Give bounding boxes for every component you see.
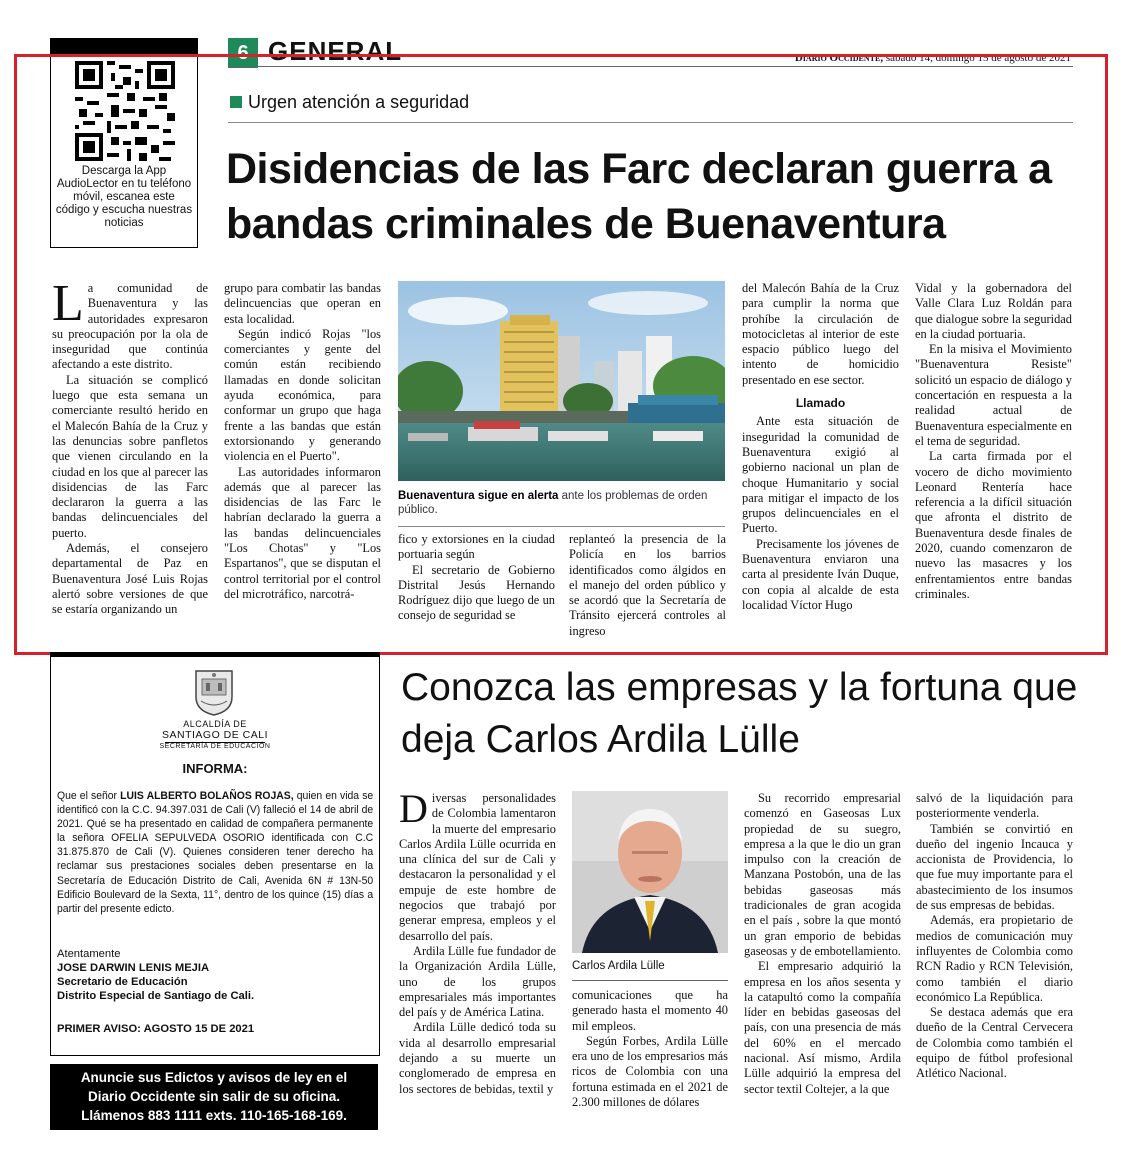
issue-date: sábado 14, domingo 15 de agosto de 2021 <box>883 52 1071 64</box>
article2-paragraph: Se destaca además que era dueño de la Central Cervecera de Colombia como también el equipo de fútbol profesional Atlético Nacional. <box>916 1005 1073 1081</box>
article2-column-2 <box>572 988 728 1110</box>
caption-rule <box>572 980 728 981</box>
article1-paragraph: grupo para combatir las bandas delincuencias que operan en esta localidad. <box>224 281 381 326</box>
caption-lead: Buenaventura sigue en alerta <box>398 490 559 502</box>
drop-cap: L <box>52 275 84 332</box>
article-subhead: Llamado <box>795 396 846 411</box>
article2-paragraph: Ardila Lülle fue fundador de la Organización Ardila Lülle, uno de los grupos empresariales más importantes del país y de América Latina. <box>399 943 556 1020</box>
article2-paragraph: Su recorrido empresarial comenzó en Gaseosas Lux propiedad de su suegro, empresa a la que le dio un gran impulso con la creación de Manzana Postobón, una de las bebidas gaseosas más tradicionales de gran acogida en el país , sobre la que montó un gran emporio de bebidas gaseosas y de embotellamiento. <box>744 791 901 958</box>
section-title: GENERAL <box>268 36 403 66</box>
article-headline: Disidencias de las Farc declaran guerra a bandas criminales de Buenaventura <box>226 145 1052 248</box>
notice-body-post: quien en vida se identificó con la C.C. 94.397.031 de Cali (V) falleció el 14 de abril de 2021. Qué se ha presentado en calidad de compañera permanente la señora OFELIA SEPULVEDA OSORIO identificada con C.C 31.875.870 de Cali (V). Quienes consideren tener derecho ha reclamar sus prestaciones sociales deben presentarse en la Secretaría de Educación Distrito de Cali, Avenida 6N # 13N-50 Edificio Boulevard de la Sexta, 11°, dentro de los quince (15) días a partir del presente edicto. <box>57 790 374 915</box>
article1-paragraph: del Malecón Bahía de la Cruz para cumplir la norma que prohíbe la circulación de motocicletas al interior de este espacio público luego del intento de homicidio presentado en ese sector. <box>742 281 899 387</box>
article2-paragraph: Según Forbes, Ardila Lülle era uno de los empresarios más ricos de Colombia con una fortuna estimada en el 2021 de 2.300 millones de dólares <box>572 1033 728 1110</box>
closing: Atentamente <box>57 948 121 960</box>
article1-paragraph: Además, el consejero departamental de Paz en Buenaventura José Luis Rojas alertó sobre versiones de que se estaría organizando un <box>52 541 208 617</box>
caption-text: ante los problemas de orden público. <box>398 490 708 516</box>
article1-paragraph: La situación se complicó luego que esta semana un comerciante resultó herido en el Malecón Bahía de la Cruz y las denuncias sobre panfletos que vienen circulando en la ciudad en los que al parecer las disidencias de las Farc declararon la guerra a las bandas delincuenciales del puerto. <box>52 372 208 540</box>
org-line-1: ALCALDÍA DE <box>183 719 247 729</box>
article1-paragraph: El secretario de Gobierno Distrital Jesús Hernando Rodríguez dijo que luego de un consejo de seguridad se <box>398 562 555 623</box>
page-number-badge: 6 <box>228 38 258 68</box>
newspaper-name: Diario Occidente, <box>794 52 884 64</box>
article2-column-3 <box>744 791 901 1097</box>
paragraph-text: a comunidad de Buenaventura y las autoridades expresaron su preocupación por la ola de inseguridad que continúa afectando a este distrito. <box>52 281 208 372</box>
cali-crest-icon <box>193 667 235 717</box>
article1-paragraph: Las autoridades informaron además que al parecer las disidencias de las Farc le habrían declarado la guerra a las bandas delincuenciales "Los Chotas" y "Los Espartanos", que se disputan el control territorial por el control del microtráfico, narcotrá- <box>224 464 381 601</box>
org-line-2: SANTIAGO DE CALI <box>161 729 269 741</box>
article2-paragraph: Ardila Lülle dedicó toda su vida al desarrollo empresarial dejando a su muerte un conglomerado de empresa en los sectores de bebidas, textil y <box>399 1020 556 1096</box>
notice-body-pre: Que el señor <box>57 790 121 802</box>
signer-name: JOSE DARWIN LENIS MEJIA <box>57 962 210 974</box>
article2-paragraph <box>399 786 556 944</box>
promo-line-3: Llámenos 883 1111 exts. 110-165-168-169. <box>81 1108 347 1123</box>
article1-paragraph: Ante esta situación de inseguridad la comunidad de Buenaventura exigió al gobierno nacional un plan de choque Humanitario y social para mitigar el impacto de los grupos delincuenciales en el Puerto. <box>742 414 899 536</box>
article1-paragraph: En la misiva el Movimiento "Buenaventura Resiste" solicitó un espacio de diálogo y concertación en respuesta a la realidad actual de Buenaventura especialmente en el tema de seguridad. <box>915 342 1072 448</box>
article2-paragraph: También se convirtió en dueño del ingenio Incauca y accionista de Providencia, lo que fue muy importante para el abastecimiento de los insumos de sus empresas de bebidas. <box>916 821 1073 913</box>
notice-deceased-name: LUIS ALBERTO BOLAÑOS ROJAS, <box>120 790 294 802</box>
article2-paragraph: Además, era propietario de medios de comunicación muy influyentes de Colombia como RCN Radio y RCN Televisión, como también el diario económico La República. <box>916 913 1073 1004</box>
article1-paragraph: La carta firmada por el vocero de dicho movimiento Leonard Rentería hace referencia a la difícil situación que afronta el distrito de Buenaventura desde finales de 2020, cuando comenzaron de nuevo las masacres y los enfrentamientos entre bandas criminales. <box>915 449 1072 601</box>
paragraph-text: iversas personalidades de Colombia lamentaron la muerte del empresario Carlos Ardila Lülle ocurrida en una clínica del sur de Cali y destacaron la personalidad y el empuje de este hombre de negocios que trabajó por generar empresa, empleos y el desarrollo del país. <box>399 791 556 943</box>
article2-paragraph: comunicaciones que ha generado hasta el momento 40 mil empleos. <box>572 988 728 1033</box>
notice-top-bar <box>51 653 379 657</box>
article1-paragraph: replanteó la presencia de la Policía en los barrios identificados como álgidos en el manejo del orden público y se acordó que la Secretaría de Tránsito ejercerá controles al ingreso <box>569 532 726 638</box>
notice-body <box>57 789 373 916</box>
notice-signature <box>57 947 373 1003</box>
article2-headline: Conozca las empresas y la fortuna que deja Carlos Ardila Lülle <box>401 666 1078 761</box>
article1-paragraph: Vidal y la gobernadora del Valle Clara Luz Roldán para que dialogue sobre la seguridad en la ciudad portuaria. <box>915 281 1072 341</box>
org-line-3: SECRETARÍA DE EDUCACIÓN <box>159 743 271 750</box>
photo-caption: Carlos Ardila Lülle <box>572 960 665 972</box>
article2-column-1 <box>399 786 556 1097</box>
notice-title: INFORMA: <box>182 761 248 776</box>
article2-paragraph: El empresario adquirió la empresa en los años sesenta y la catapultó como la compañía líder en bebidas gaseosas del país, con una presencia de más del 60% en el mercado nacional. Así mismo, Ardila Lülle adquirió la empresa del sector textil Coltejer, a la que <box>744 959 901 1096</box>
article1-paragraph: fico y extorsiones en la ciudad portuaria según <box>398 532 555 562</box>
promo-banner <box>50 1064 378 1130</box>
article2-column-4 <box>916 791 1073 1082</box>
kicker-text: Urgen atención a seguridad <box>248 92 470 112</box>
signer-org: Distrito Especial de Santiago de Cali. <box>57 990 255 1002</box>
article1-paragraph: Según indicó Rojas "los comerciantes y gente del común están recibiendo llamadas en donde solicitan ayuda económica, para conformar un grupo que haga frente a las bandas que están extorsionando y generando violencia en el Puerto". <box>224 326 381 464</box>
promo-line-1: Anuncie sus Edictos y avisos de ley en el <box>80 1070 348 1085</box>
notice-date: PRIMER AVISO: AGOSTO 15 DE 2021 <box>57 1023 255 1035</box>
carlos-ardila-photo <box>572 791 728 953</box>
signer-title: Secretario de Educación <box>57 976 188 988</box>
highlight-frame <box>14 54 1108 655</box>
promo-line-2: Diario Occidente sin salir de su oficina. <box>87 1089 341 1104</box>
article2-paragraph: salvó de la liquidación para posteriormente venderla. <box>916 791 1073 821</box>
qr-instructions: Descarga la App AudioLector en tu teléfono móvil, escanea este código y escucha nuestras noticias <box>55 165 193 229</box>
drop-cap: D <box>399 786 428 831</box>
legal-notice-box <box>50 652 380 1056</box>
article1-paragraph: Precisamente los jóvenes de Buenaventura enviaron una carta al presidente Iván Duque, con copia al alcalde de esta localidad Víctor Hugo <box>742 536 899 612</box>
